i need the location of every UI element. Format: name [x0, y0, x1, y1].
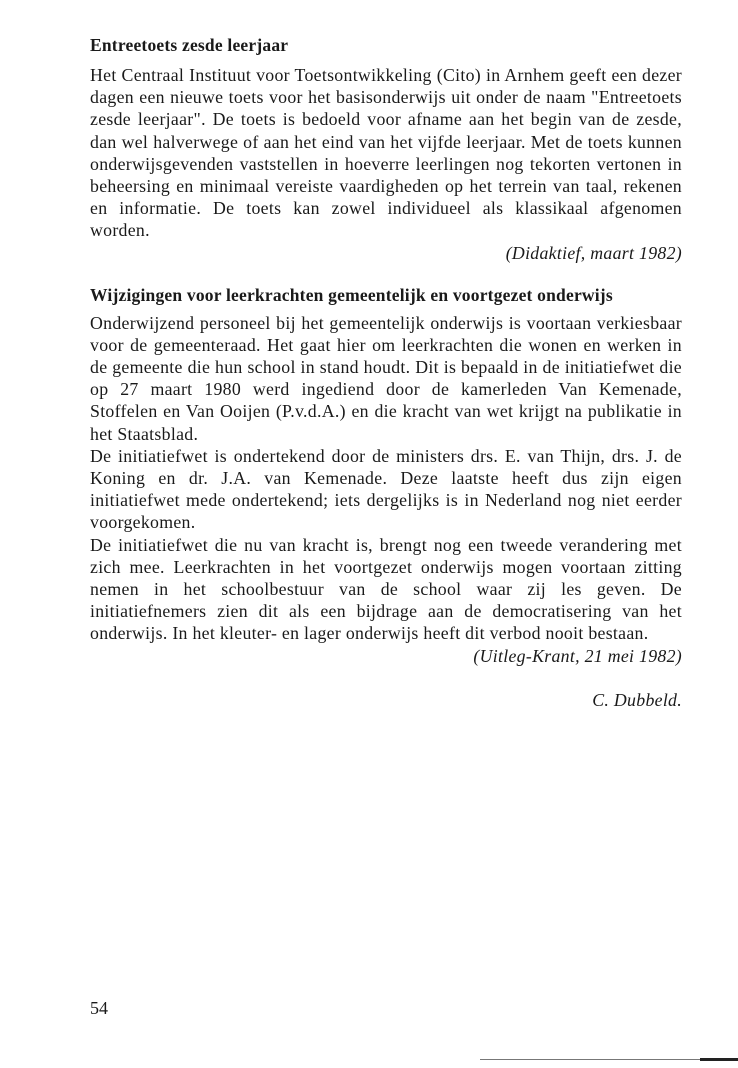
article-paragraph: De initiatiefwet die nu van kracht is, brengt nog een tweede verandering met zich mee. Leerkrachten in het voortgezet onderwijs mogen voortaan zitting nemen in het schoolbestuur van de school waar zij les geven. De initiatiefnemers zien dit als een bijdrage aan de democratisering van het onderwijs. In het kleuter- en lager onderwijs heeft dit verbod nooit bestaan.	[90, 534, 682, 644]
page-content	[90, 34, 682, 711]
article-title: Entreetoets zesde leerjaar	[90, 35, 289, 55]
article-wijzigingen	[90, 284, 682, 667]
page-number: 54	[90, 998, 108, 1018]
article-body: Het Centraal Instituut voor Toetsontwikkeling (Cito) in Arnhem geeft een dezer dagen een nieuwe toets voor het basisonderwijs uit onder de naam "Entreetoets zesde leerjaar". De toets is bedoeld voor afname aan het begin van de zesde, dan wel halverwege of aan het eind van het vijfde leerjaar. Met de toets kunnen onderwijsgevenden vaststellen in hoeverre leerlingen nog tekorten vertonen in beheersing en minimaal vereiste vaardigheden op het terrein van taal, rekenen en informatie. De toets kan zowel individueel als klassikaal afgenomen worden.	[90, 65, 682, 241]
scan-edge-mark	[700, 1058, 738, 1061]
article-source: (Didaktief, maart 1982)	[505, 242, 682, 263]
author-signature: C. Dubbeld.	[592, 689, 682, 710]
article-entreetoets	[90, 34, 682, 264]
scan-edge-line	[480, 1059, 700, 1060]
article-paragraph: Onderwijzend personeel bij het gemeentelijk onderwijs is voortaan verkiesbaar voor de gemeenteraad. Het gaat hier om leerkrachten die wonen en werken in de gemeente die hun school in stand houdt. Dit is bepaald in de initiatiefwet die op 27 maart 1980 werd ingediend door de kamerleden Van Kemenade, Stoffelen en Van Ooijen (P.v.d.A.) en die kracht van wet krijgt na publikatie in het Staatsblad.	[90, 312, 682, 444]
article-paragraph: De initiatiefwet is ondertekend door de ministers drs. E. van Thijn, drs. J. de Koning en dr. J.A. van Kemenade. Deze laatste heeft dus zijn eigen initiatiefwet mede ondertekend; iets dergelijks is in Nederland nog niet eerder voorgekomen.	[90, 445, 682, 533]
article-source: (Uitleg-Krant, 21 mei 1982)	[473, 645, 682, 666]
article-title: Wijzigingen voor leerkrachten gemeentelijk en voortgezet onderwijs	[90, 284, 613, 305]
